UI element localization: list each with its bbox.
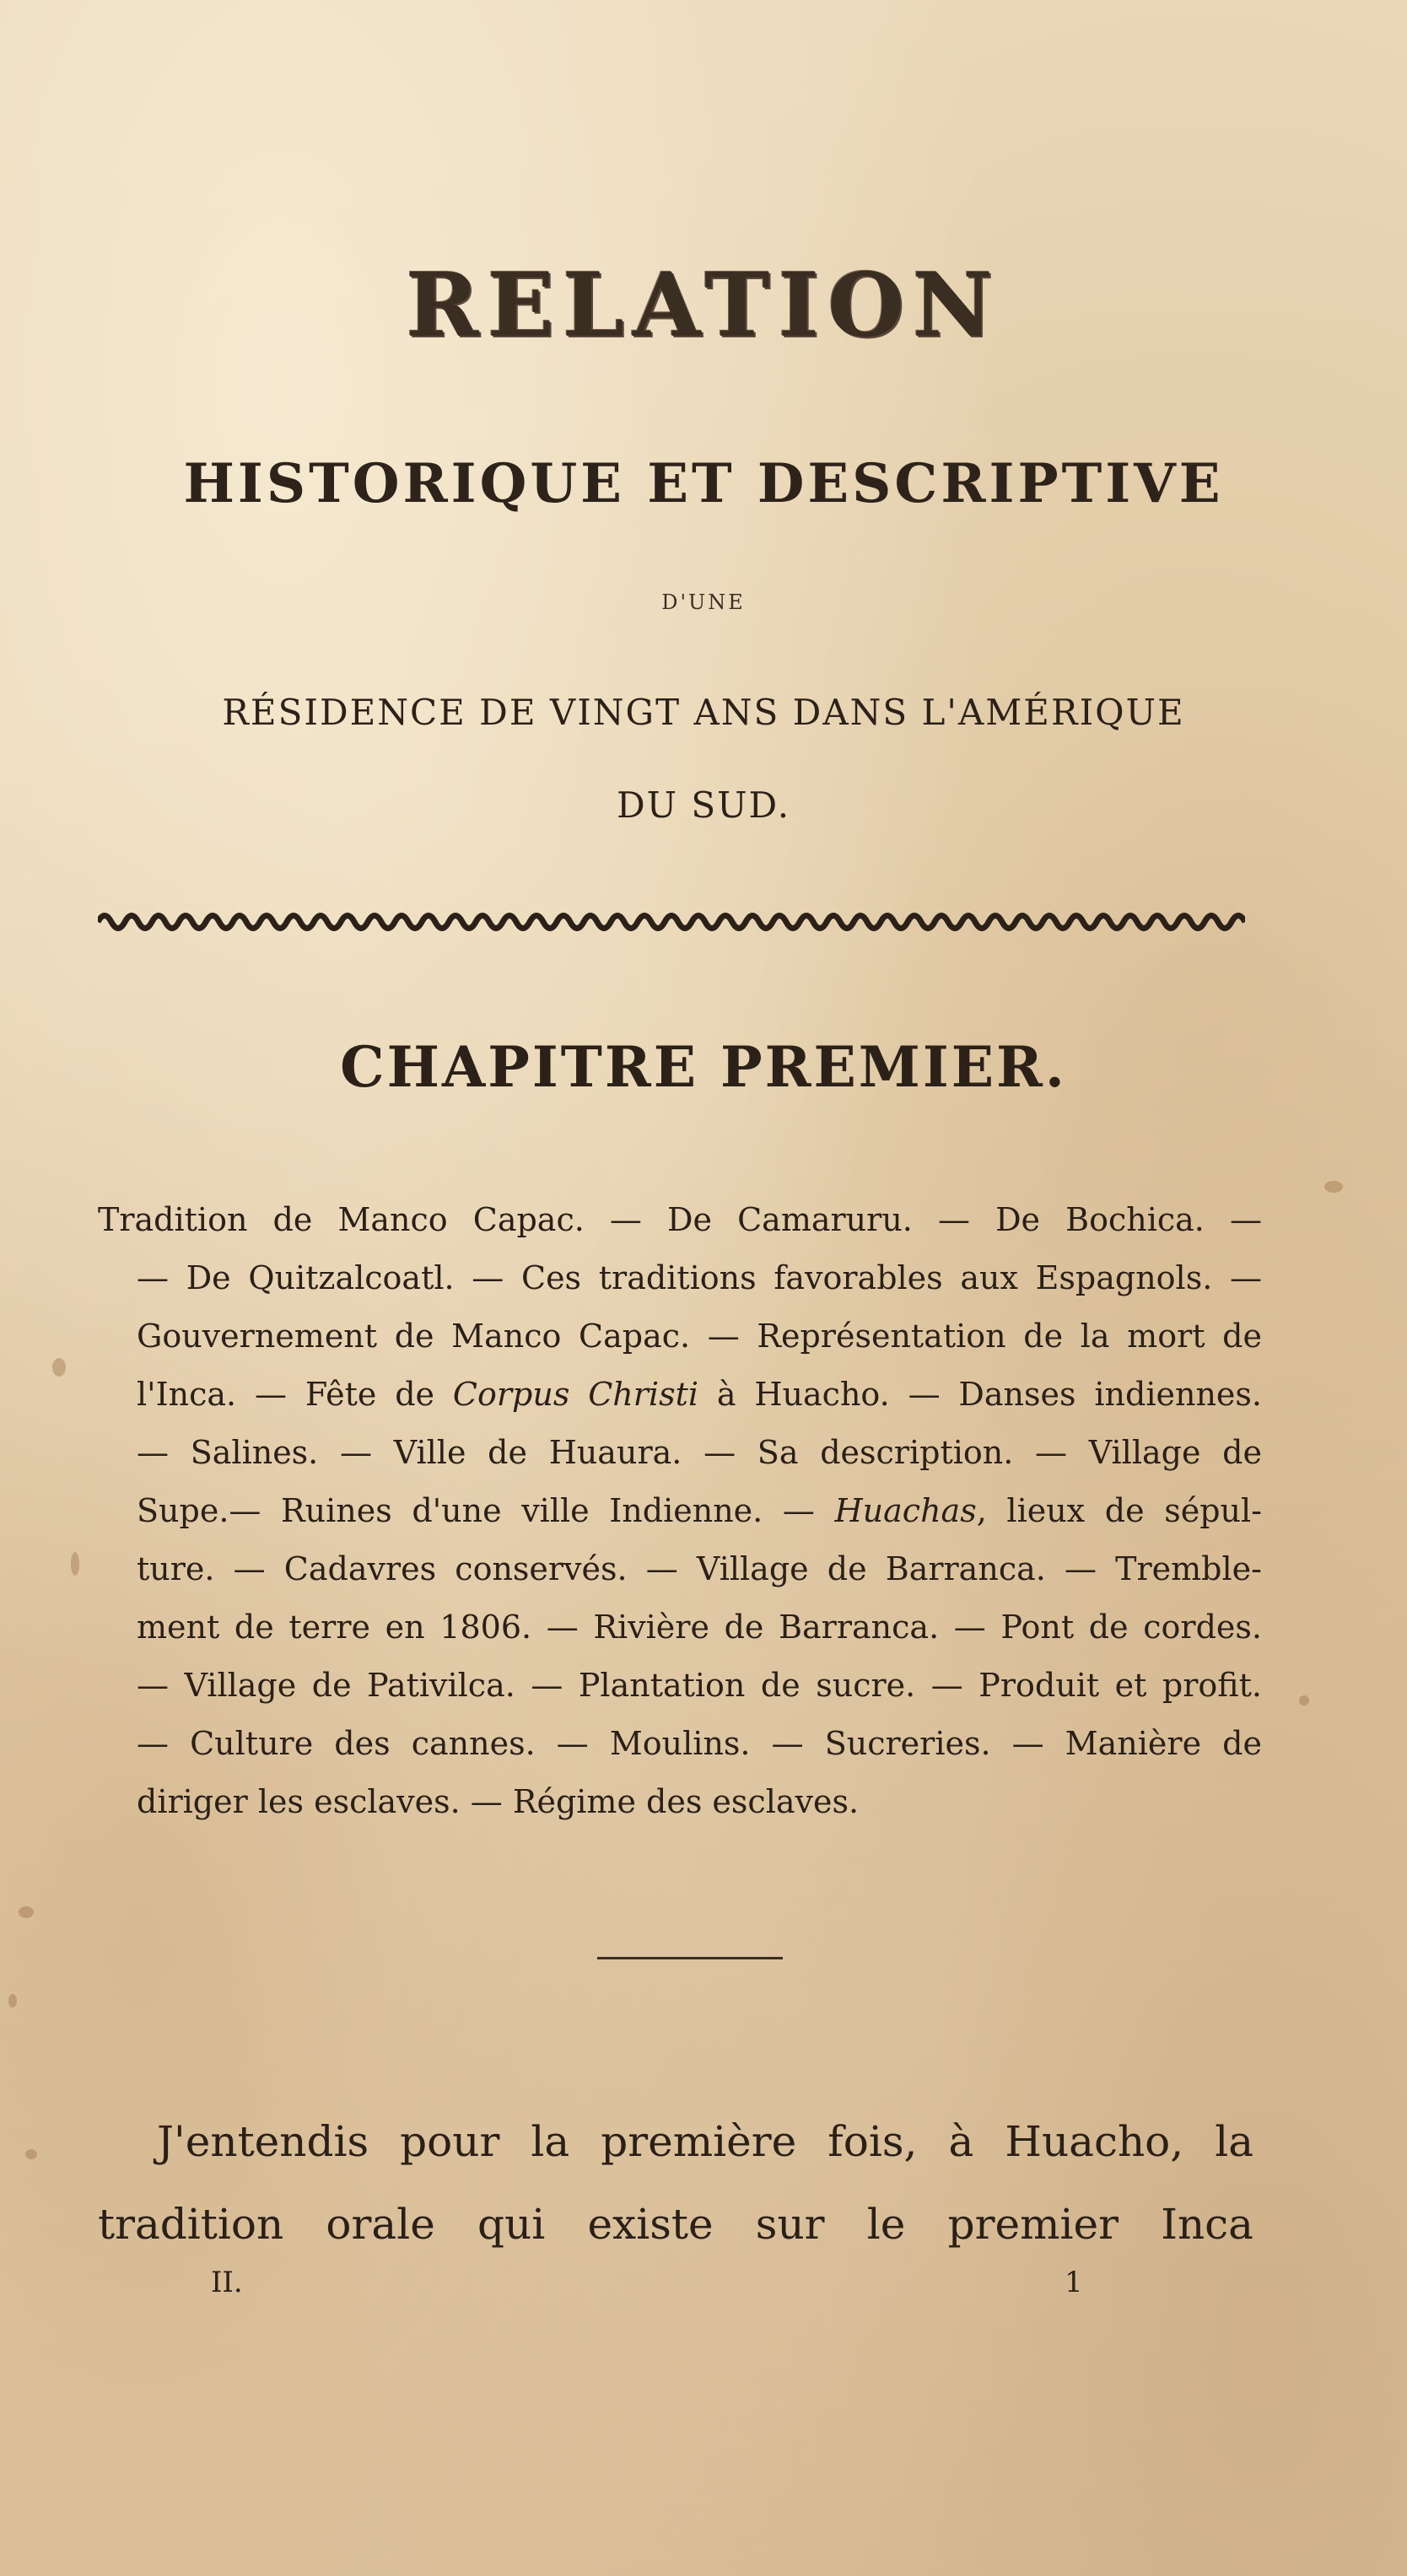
chapter-summary xyxy=(98,1191,1262,1831)
title-line-2: DU SUD. xyxy=(616,784,791,826)
summary-line: Tradition de Manco Capac. — De Camaruru. — De Bochica. — xyxy=(98,1201,1262,1238)
summary-line: — De Quitzalcoatl. — Ces traditions favorables aux Espagnols. — xyxy=(137,1259,1262,1296)
summary-line: Gouvernement de Manco Capac. — Représentation de la mort de xyxy=(137,1318,1262,1355)
stain xyxy=(52,1358,66,1377)
summary-text: l'Inca. — Fête de xyxy=(137,1376,453,1413)
summary-text: Supe.— Ruines d'une ville Indienne. — xyxy=(137,1492,835,1529)
summary-text: , lieux de sépul- xyxy=(976,1492,1262,1529)
summary-line: — Culture des cannes. — Moulins. — Sucreries. — Manière de xyxy=(137,1725,1262,1762)
title-line-1: RÉSIDENCE DE VINGT ANS DANS L'AMÉRIQUE xyxy=(222,692,1185,733)
decorative-wave-rule xyxy=(98,908,1245,936)
summary-line: ture. — Cadavres conservés. — Village de Barranca. — Tremble- xyxy=(137,1550,1262,1587)
summary-line: ment de terre en 1806. — Rivière de Barranca. — Pont de cordes. xyxy=(137,1609,1262,1646)
body-line: tradition orale qui existe sur le premier Inca xyxy=(98,2200,1253,2249)
stain xyxy=(1299,1695,1309,1706)
body-paragraph xyxy=(98,2100,1253,2266)
page-number: 1 xyxy=(1065,2266,1083,2299)
signature-mark: II. xyxy=(211,2266,243,2299)
stain xyxy=(1324,1181,1343,1193)
section-divider xyxy=(597,1957,783,1959)
body-line: J'entendis pour la première fois, à Huacho, la xyxy=(157,2117,1253,2166)
chapter-heading: CHAPITRE PREMIER. xyxy=(340,1034,1067,1100)
stain xyxy=(19,1906,34,1918)
title-d-une: D'UNE xyxy=(661,590,746,614)
stain xyxy=(25,2149,37,2159)
title-subtitle: HISTORIQUE ET DESCRIPTIVE xyxy=(183,452,1224,515)
summary-line: — Village de Pativilca. — Plantation de sucre. — Produit et profit. xyxy=(137,1667,1262,1704)
summary-line xyxy=(98,1482,1262,1540)
stain xyxy=(8,1994,17,2007)
summary-line: diriger les esclaves. — Régime des esclaves. xyxy=(137,1783,860,1820)
summary-line: — Salines. — Ville de Huaura. — Sa description. — Village de xyxy=(137,1434,1262,1471)
summary-text: à Huacho. — Danses indiennes. xyxy=(698,1376,1262,1413)
summary-line xyxy=(98,1366,1262,1424)
stain xyxy=(71,1552,79,1576)
title-main: RELATION xyxy=(406,253,1001,357)
summary-italic: Corpus Christi xyxy=(452,1376,698,1413)
summary-italic: Huachas xyxy=(834,1492,977,1529)
